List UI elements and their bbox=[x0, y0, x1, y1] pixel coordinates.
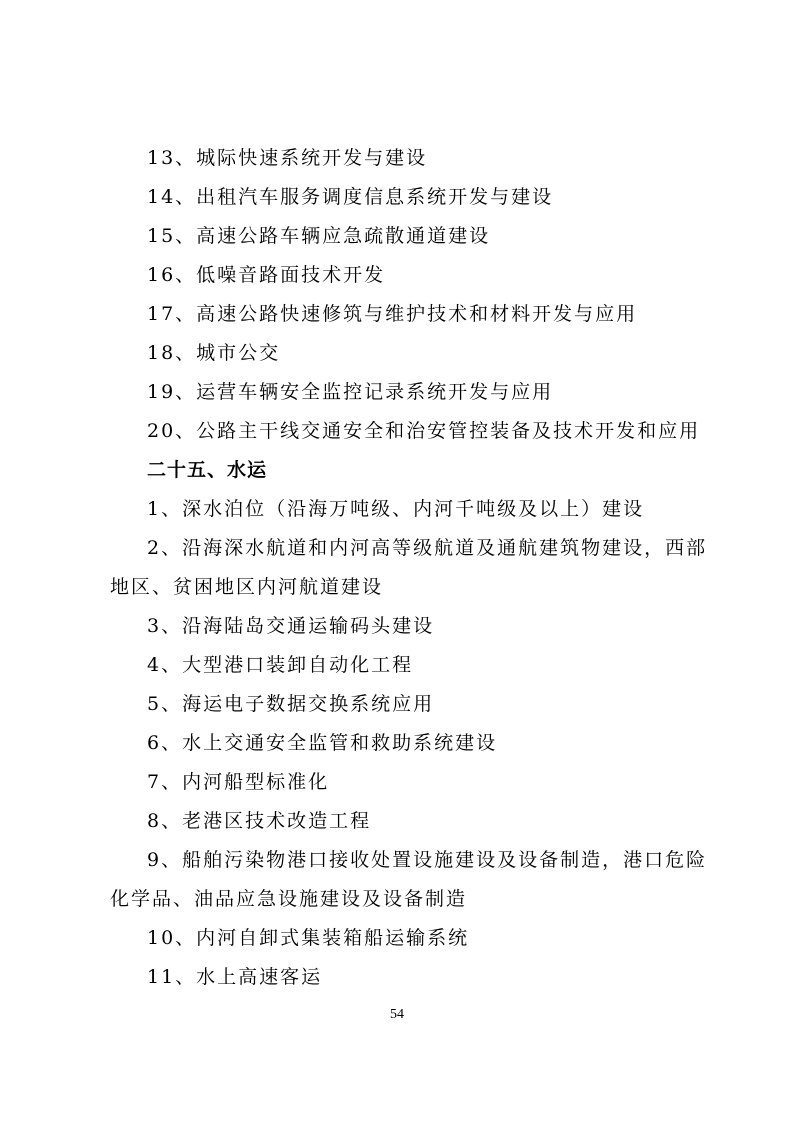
list-item: 15、高速公路车辆应急疏散通道建设 bbox=[147, 225, 491, 247]
list-item: 5、海运电子数据交换系统应用 bbox=[147, 693, 435, 715]
list-item: 6、水上交通安全监管和救助系统建设 bbox=[147, 732, 498, 754]
list-item: 19、运营车辆安全监控记录系统开发与应用 bbox=[147, 381, 554, 403]
document-body bbox=[110, 139, 708, 997]
list-item: 7、内河船型标准化 bbox=[147, 771, 330, 793]
list-item: 16、低噪音路面技术开发 bbox=[147, 264, 386, 286]
list-item: 2、沿海深水航道和内河高等级航道及通航建筑物建设，西部 bbox=[147, 537, 708, 559]
list-item: 14、出租汽车服务调度信息系统开发与建设 bbox=[147, 186, 554, 208]
list-item: 17、高速公路快速修筑与维护技术和材料开发与应用 bbox=[147, 303, 638, 325]
section-heading: 二十五、水运 bbox=[147, 459, 268, 481]
list-item: 9、船舶污染物港口接收处置设施建设及设备制造，港口危险 bbox=[147, 849, 708, 871]
list-item: 8、老港区技术改造工程 bbox=[147, 810, 372, 832]
page-number: 54 bbox=[390, 1007, 404, 1022]
list-item-continuation: 化学品、油品应急设施建设及设备制造 bbox=[110, 888, 468, 910]
list-item: 20、公路主干线交通安全和治安管控装备及技术开发和应用 bbox=[147, 420, 701, 442]
list-item: 11、水上高速客运 bbox=[147, 966, 323, 988]
list-item-continuation: 地区、贫困地区内河航道建设 bbox=[110, 576, 384, 598]
list-item: 10、内河自卸式集装箱船运输系统 bbox=[147, 927, 470, 949]
list-item: 4、大型港口装卸自动化工程 bbox=[147, 654, 414, 676]
list-item: 3、沿海陆岛交通运输码头建设 bbox=[147, 615, 435, 637]
list-item: 13、城际快速系统开发与建设 bbox=[147, 147, 428, 169]
list-item: 1、深水泊位（沿海万吨级、内河千吨级及以上）建设 bbox=[147, 498, 645, 520]
list-item: 18、城市公交 bbox=[147, 342, 281, 364]
